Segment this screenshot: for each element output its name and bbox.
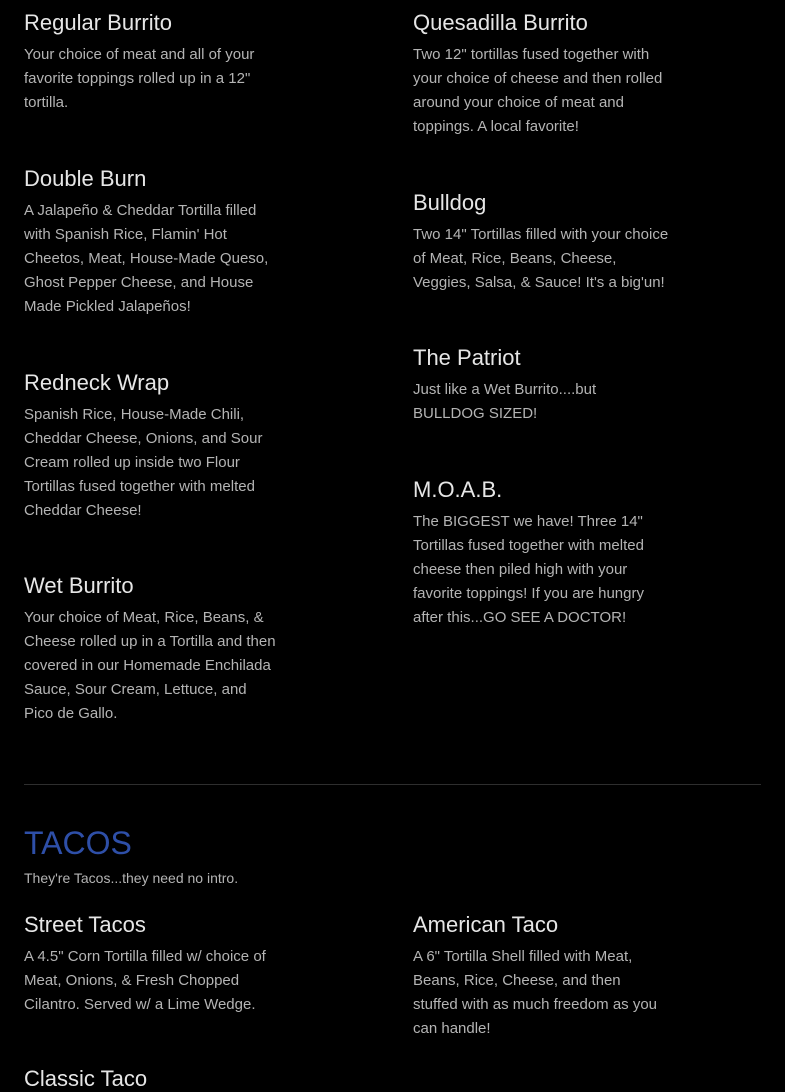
menu-item-regular-burrito (24, 10, 314, 115)
item-description: Your choice of meat and all of your favorite toppings rolled up in a 12" tortilla. (24, 46, 255, 111)
section-divider (24, 784, 761, 785)
item-title: Redneck Wrap (24, 370, 170, 395)
item-description: Two 14" Tortillas filled with your choice of Meat, Rice, Beans, Cheese, Veggies, Salsa, & Sauce! It's a big'un! (413, 226, 669, 291)
item-title: American Taco (413, 912, 559, 937)
item-title: Regular Burrito (24, 10, 172, 35)
item-title: M.O.A.B. (413, 477, 503, 502)
menu-item-double-burn (24, 166, 314, 319)
item-title: Bulldog (413, 190, 487, 215)
menu-item-classic-taco (24, 1066, 314, 1092)
menu-item-street-tacos (24, 912, 314, 1017)
item-title: Wet Burrito (24, 573, 134, 598)
item-description: A 4.5" Corn Tortilla filled w/ choice of Meat, Onions, & Fresh Chopped Cilantro. Served w/ a Lime Wedge. (24, 948, 266, 1013)
item-title: Double Burn (24, 166, 147, 191)
item-description: Spanish Rice, House-Made Chili, Cheddar Cheese, Onions, and Sour Cream rolled up inside two Flour Tortillas fused together with melted Cheddar Cheese! (24, 406, 263, 519)
section-title-tacos: TACOS (24, 825, 132, 861)
item-title: Classic Taco (24, 1066, 148, 1091)
menu-item-redneck-wrap (24, 370, 314, 523)
item-title: Quesadilla Burrito (413, 10, 588, 35)
section-subtitle: They're Tacos...they need no intro. (24, 870, 239, 886)
menu-item-moab (413, 477, 713, 630)
item-title: The Patriot (413, 345, 521, 370)
menu-item-the-patriot (413, 345, 713, 426)
item-description: A Jalapeño & Cheddar Tortilla filled with Spanish Rice, Flamin' Hot Cheetos, Meat, House-Made Queso, Ghost Pepper Cheese, and House Made Pickled Jalapeños! (24, 202, 269, 315)
menu-item-wet-burrito (24, 573, 314, 726)
item-description: Just like a Wet Burrito....but BULLDOG SIZED! (413, 381, 597, 422)
item-description: Your choice of Meat, Rice, Beans, & Cheese rolled up in a Tortilla and then covered in our Homemade Enchilada Sauce, Sour Cream, Lettuce, and Pico de Gallo. (24, 609, 276, 722)
menu-item-american-taco (413, 912, 713, 1041)
item-description: A 6" Tortilla Shell filled with Meat, Beans, Rice, Cheese, and then stuffed with as much freedom as you can handle! (413, 948, 658, 1037)
item-title: Street Tacos (24, 912, 146, 937)
item-description: The BIGGEST we have! Three 14" Tortillas fused together with melted cheese then piled high with your favorite toppings! If you are hungry after this...GO SEE A DOCTOR! (413, 513, 644, 626)
menu-item-quesadilla-burrito (413, 10, 713, 139)
menu-item-bulldog (413, 190, 713, 295)
item-description: Two 12" tortillas fused together with your choice of cheese and then rolled around your choice of meat and toppings. A local favorite! (413, 46, 663, 135)
